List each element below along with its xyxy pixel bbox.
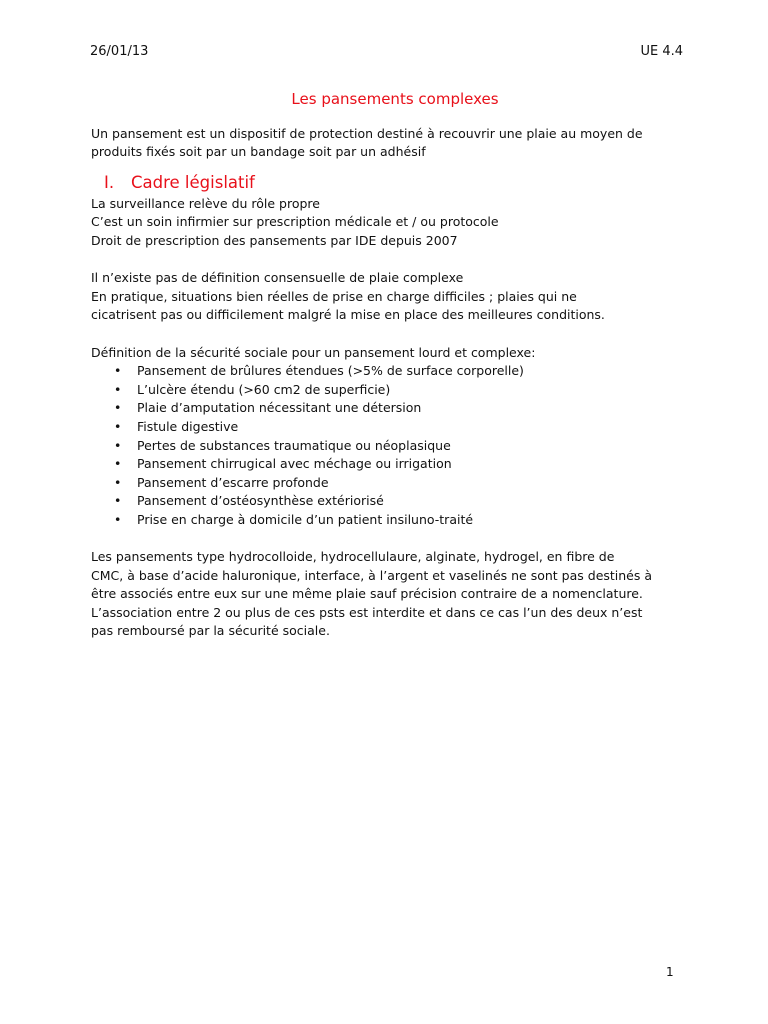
- bullet-icon: •: [114, 418, 122, 434]
- section-title: Cadre législatif: [131, 172, 255, 192]
- bullet-icon: •: [114, 437, 122, 453]
- document-title: Les pansements complexes: [291, 90, 499, 108]
- document-body: [91, 90, 691, 641]
- text-line: cicatrisent pas ou difficilement malgré la mise en place des meilleures conditions.: [91, 307, 605, 323]
- list-item: • Pansement de brûlures étendues (>5% de surface corporelle): [114, 362, 691, 381]
- bullet-icon: •: [114, 456, 122, 472]
- text-line: pas remboursé par la sécurité sociale.: [91, 623, 330, 639]
- text-line: La surveillance relève du rôle propre: [91, 195, 320, 211]
- paragraph-spacer: [91, 529, 691, 548]
- page-number: 1: [666, 965, 674, 979]
- list-item: • Fistule digestive: [114, 418, 691, 437]
- paragraph-spacer: [91, 251, 691, 270]
- paragraph-spacer: [91, 325, 691, 344]
- text-line: Droit de prescription des pansements par IDE depuis 2007: [91, 232, 458, 248]
- list-item: • Pertes de substances traumatique ou néoplasique: [114, 437, 691, 456]
- section-heading-cadre-legislatif: [91, 172, 691, 194]
- intro-line: produits fixés soit par un bandage soit par un adhésif: [91, 144, 426, 160]
- intro-paragraph: [91, 125, 691, 162]
- list-item: • Pansement chirrugical avec méchage ou irrigation: [114, 455, 691, 474]
- bullet-icon: •: [114, 363, 122, 379]
- list-item: • Pansement d’escarre profonde: [114, 474, 691, 493]
- list-item: • Plaie d’amputation nécessitant une détersion: [114, 399, 691, 418]
- text-line: C’est un soin infirmier sur prescription médicale et / ou protocole: [91, 214, 499, 230]
- bullet-icon: •: [114, 511, 122, 527]
- list-item: • L’ulcère étendu (>60 cm2 de superficie): [114, 381, 691, 400]
- secu-bullet-list: [91, 362, 691, 529]
- section-cadre-lines: [91, 195, 691, 251]
- header-date: 26/01/13: [90, 44, 149, 59]
- text-line: CMC, à base d’acide haluronique, interface, à l’argent et vaselinés ne sont pas destinés à: [91, 567, 653, 583]
- bullet-icon: •: [114, 474, 122, 490]
- header-course-code: UE 4.4: [640, 44, 683, 59]
- secu-intro: Définition de la sécurité sociale pour un pansement lourd et complexe:: [91, 344, 536, 360]
- section-number: I.: [104, 172, 115, 192]
- intro-line: Un pansement est un dispositif de protection destiné à recouvrir une plaie au moyen de: [91, 125, 643, 141]
- text-line: Les pansements type hydrocolloide, hydrocellulaure, alginate, hydrogel, en fibre de: [91, 549, 615, 565]
- definition-paragraph: [91, 269, 691, 325]
- list-item: • Prise en charge à domicile d’un patient insiluno-traité: [114, 511, 691, 530]
- text-line: L’association entre 2 ou plus de ces psts est interdite et dans ce cas l’un des deux n’est: [91, 604, 643, 620]
- bullet-icon: •: [114, 493, 122, 509]
- page-header: [90, 44, 683, 64]
- closing-paragraph: [91, 548, 691, 641]
- bullet-icon: •: [114, 400, 122, 416]
- text-line: En pratique, situations bien réelles de prise en charge difficiles ; plaies qui ne: [91, 288, 577, 304]
- bullet-icon: •: [114, 381, 122, 397]
- list-item: • Pansement d’ostéosynthèse extériorisé: [114, 492, 691, 511]
- text-line: Il n’existe pas de définition consensuelle de plaie complexe: [91, 270, 464, 286]
- text-line: être associés entre eux sur une même plaie sauf précision contraire de a nomenclature.: [91, 586, 643, 602]
